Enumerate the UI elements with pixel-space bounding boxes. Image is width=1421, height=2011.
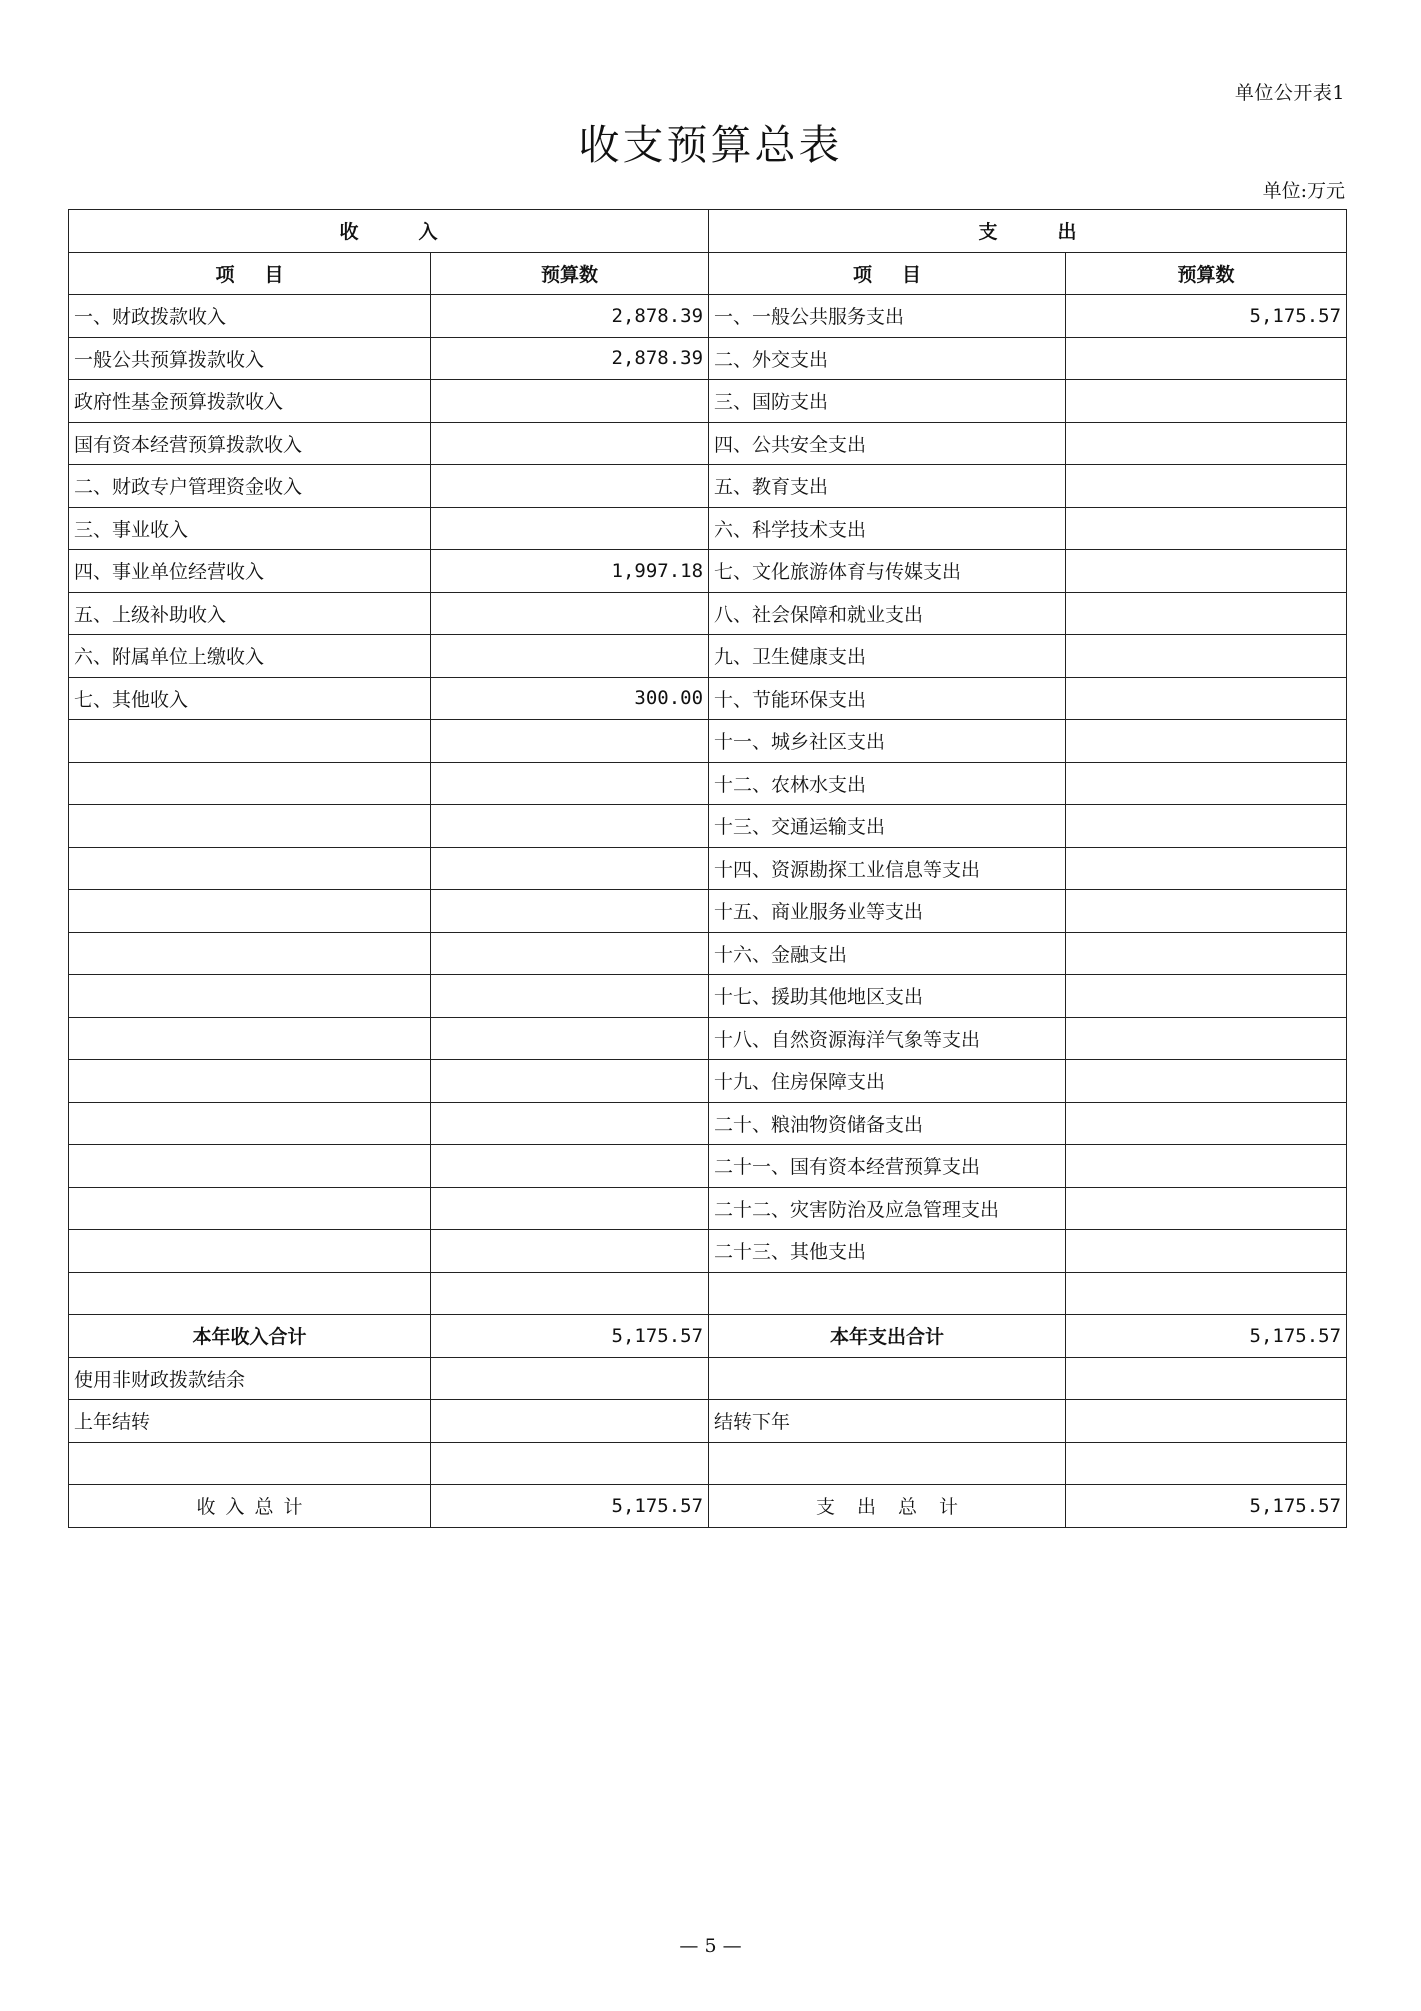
carryover-row [69,1442,1347,1485]
expense-amount-cell [1066,635,1347,678]
expense-amount-cell [1066,1230,1347,1273]
income-item-cell [69,1230,431,1273]
table-row [69,635,1347,678]
expense-amount-cell: 5,175.57 [1066,295,1347,338]
income-subtotal-label: 本年收入合计 [69,1315,431,1358]
expense-item-cell: 七、文化旅游体育与传媒支出 [709,550,1066,593]
budget-summary-table [68,209,1347,1528]
expense-amount-cell [1066,507,1347,550]
table-body [69,210,1347,1528]
expense-amount-cell [1066,762,1347,805]
expense-amount-cell [1066,1187,1347,1230]
income-item-cell: 七、其他收入 [69,677,431,720]
income-item-cell: 六、附属单位上缴收入 [69,635,431,678]
expense-amount-cell [1066,465,1347,508]
expense-amount-cell [1066,1400,1347,1443]
table-row [69,422,1347,465]
income-item-cell [69,1272,431,1315]
expense-item-cell: 十一、城乡社区支出 [709,720,1066,763]
income-item-cell [69,1187,431,1230]
subtotal-row [69,1315,1347,1358]
income-item-cell: 国有资本经营预算拨款收入 [69,422,431,465]
table-row [69,805,1347,848]
income-amount-cell [431,1442,709,1485]
income-amount-cell [431,1272,709,1315]
table-row [69,1230,1347,1273]
income-amount-cell: 300.00 [431,677,709,720]
table-row [69,890,1347,933]
income-amount-cell [431,720,709,763]
income-item-cell: 政府性基金预算拨款收入 [69,380,431,423]
income-amount-cell [431,1017,709,1060]
expense-amount-cell [1066,1272,1347,1315]
expense-amount-cell [1066,805,1347,848]
income-subtotal-amount: 5,175.57 [431,1315,709,1358]
income-amount-cell [431,1400,709,1443]
page-number: — 5 — [679,1935,742,1957]
table-row [69,1017,1347,1060]
expense-item-cell: 十八、自然资源海洋气象等支出 [709,1017,1066,1060]
table-row [69,1102,1347,1145]
income-item-cell [69,1017,431,1060]
expense-item-cell: 二十一、国有资本经营预算支出 [709,1145,1066,1188]
income-item-cell [69,1060,431,1103]
expense-item-cell: 二十二、灾害防治及应急管理支出 [709,1187,1066,1230]
income-item-cell: 三、事业收入 [69,507,431,550]
expense-item-cell: 十五、商业服务业等支出 [709,890,1066,933]
income-amount-cell [431,1102,709,1145]
expense-item-cell: 结转下年 [709,1400,1066,1443]
expense-amount-cell [1066,1060,1347,1103]
expense-amount-cell [1066,677,1347,720]
carryover-row [69,1400,1347,1443]
income-amount-cell [431,890,709,933]
expense-subtotal-label: 本年支出合计 [709,1315,1066,1358]
income-amount-cell [431,1187,709,1230]
grand-total-row [69,1485,1347,1528]
income-item-cell [69,1102,431,1145]
expense-item-cell [709,1272,1066,1315]
income-item-cell [69,932,431,975]
income-amount-cell: 2,878.39 [431,337,709,380]
expense-item-cell: 十、节能环保支出 [709,677,1066,720]
table-row [69,1145,1347,1188]
table-row [69,1060,1347,1103]
income-amount-cell [431,847,709,890]
expense-item-cell: 十四、资源勘探工业信息等支出 [709,847,1066,890]
expense-amount-cell [1066,337,1347,380]
expense-item-column-header: 项目 [709,252,1066,295]
expense-item-cell: 十六、金融支出 [709,932,1066,975]
expense-amount-cell [1066,890,1347,933]
form-id-label: 单位公开表1 [1234,82,1345,104]
expense-item-cell: 十三、交通运输支出 [709,805,1066,848]
table-row [69,465,1347,508]
income-item-cell: 五、上级补助收入 [69,592,431,635]
income-amount-cell [431,592,709,635]
expense-section-header: 支出 [709,210,1347,253]
table-row [69,847,1347,890]
income-section-header: 收入 [69,210,709,253]
income-amount-cell: 1,997.18 [431,550,709,593]
expense-amount-column-header: 预算数 [1066,252,1347,295]
income-item-cell: 四、事业单位经营收入 [69,550,431,593]
expense-total-amount: 5,175.57 [1066,1485,1347,1528]
expense-amount-cell [1066,422,1347,465]
expense-amount-cell [1066,1017,1347,1060]
expense-item-cell [709,1357,1066,1400]
income-amount-cell [431,507,709,550]
unit-label: 单位:万元 [1262,180,1345,202]
expense-item-cell: 六、科学技术支出 [709,507,1066,550]
income-amount-cell [431,1060,709,1103]
income-item-cell [69,805,431,848]
expense-amount-cell [1066,1145,1347,1188]
table-row [69,975,1347,1018]
expense-item-cell: 二十三、其他支出 [709,1230,1066,1273]
income-item-cell [69,1145,431,1188]
income-item-cell: 使用非财政拨款结余 [69,1357,431,1400]
section-header-row [69,210,1347,253]
income-amount-cell [431,380,709,423]
income-item-cell [69,890,431,933]
expense-amount-cell [1066,932,1347,975]
income-item-cell [69,762,431,805]
expense-item-cell: 二十、粮油物资储备支出 [709,1102,1066,1145]
income-amount-cell [431,1145,709,1188]
expense-amount-cell [1066,1357,1347,1400]
table-row [69,295,1347,338]
income-item-cell: 上年结转 [69,1400,431,1443]
table-row [69,380,1347,423]
table-row [69,720,1347,763]
table-row [69,1272,1347,1315]
expense-amount-cell [1066,1442,1347,1485]
income-amount-cell [431,805,709,848]
table-row [69,550,1347,593]
income-item-cell [69,1442,431,1485]
expense-amount-cell [1066,380,1347,423]
expense-amount-cell [1066,720,1347,763]
expense-item-cell: 十二、农林水支出 [709,762,1066,805]
carryover-row [69,1357,1347,1400]
income-item-cell: 一、财政拨款收入 [69,295,431,338]
income-total-amount: 5,175.57 [431,1485,709,1528]
income-total-label: 收入总计 [69,1485,431,1528]
expense-item-cell: 十九、住房保障支出 [709,1060,1066,1103]
income-item-cell [69,975,431,1018]
income-amount-cell [431,1230,709,1273]
income-item-column-header: 项目 [69,252,431,295]
table-row [69,337,1347,380]
income-item-cell: 一般公共预算拨款收入 [69,337,431,380]
expense-amount-cell [1066,592,1347,635]
expense-item-cell: 五、教育支出 [709,465,1066,508]
expense-item-cell: 九、卫生健康支出 [709,635,1066,678]
income-item-cell [69,847,431,890]
table-row [69,932,1347,975]
expense-item-cell: 三、国防支出 [709,380,1066,423]
table-row [69,592,1347,635]
expense-item-cell: 八、社会保障和就业支出 [709,592,1066,635]
page-title: 收支预算总表 [578,121,843,169]
expense-item-cell [709,1442,1066,1485]
income-amount-cell [431,975,709,1018]
expense-item-cell: 十七、援助其他地区支出 [709,975,1066,1018]
expense-amount-cell [1066,550,1347,593]
expense-item-cell: 一、一般公共服务支出 [709,295,1066,338]
income-amount-cell [431,465,709,508]
table-row [69,507,1347,550]
expense-amount-cell [1066,847,1347,890]
expense-total-label: 支出总计 [709,1485,1066,1528]
income-amount-cell [431,762,709,805]
income-amount-cell [431,635,709,678]
expense-item-cell: 四、公共安全支出 [709,422,1066,465]
income-amount-cell [431,1357,709,1400]
expense-amount-cell [1066,975,1347,1018]
expense-item-cell: 二、外交支出 [709,337,1066,380]
table-row [69,677,1347,720]
table-row [69,1187,1347,1230]
income-item-cell: 二、财政专户管理资金收入 [69,465,431,508]
column-header-row [69,252,1347,295]
table-row [69,762,1347,805]
income-amount-column-header: 预算数 [431,252,709,295]
expense-amount-cell [1066,1102,1347,1145]
expense-subtotal-amount: 5,175.57 [1066,1315,1347,1358]
income-item-cell [69,720,431,763]
income-amount-cell: 2,878.39 [431,295,709,338]
income-amount-cell [431,932,709,975]
income-amount-cell [431,422,709,465]
